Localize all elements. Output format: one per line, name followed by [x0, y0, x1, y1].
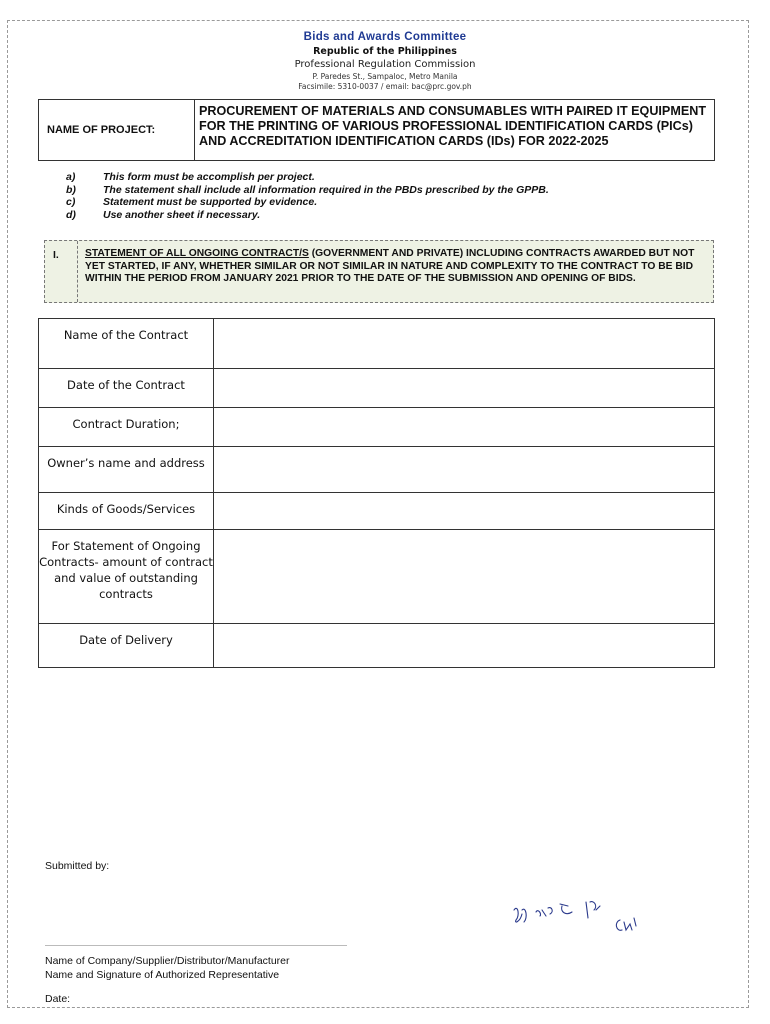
commission-line: Professional Regulation Commission [294, 59, 476, 70]
instruction-letter: a) [66, 171, 76, 183]
project-label: NAME OF PROJECT: [47, 124, 156, 136]
address-line: P. Paredes St., Sampaloc, Metro Manila [312, 72, 458, 81]
contact-line: Facsimile: 5310-0037 / email: bac@prc.gov.ph [298, 82, 472, 91]
republic-line: Republic of the Philippines [313, 46, 457, 57]
instruction-letter: b) [66, 183, 76, 196]
contract-table [38, 318, 715, 668]
row-value-field[interactable] [214, 530, 715, 624]
company-label: Name of Company/Supplier/Distributor/Manufacturer [45, 955, 290, 967]
instruction-item [66, 184, 549, 197]
row-label: Contract Duration; [39, 408, 214, 447]
instruction-item [66, 171, 549, 184]
row-value-field[interactable] [214, 447, 715, 493]
table-row [39, 624, 715, 668]
row-label: For Statement of Ongoing Contracts- amount of contract and value of outstanding contracts [39, 530, 214, 624]
instruction-letter: d) [66, 208, 76, 221]
table-row [39, 369, 715, 408]
project-divider [194, 100, 195, 160]
section-heading-box [44, 240, 714, 303]
row-value-field[interactable] [214, 408, 715, 447]
instruction-item [66, 209, 549, 222]
row-label: Kinds of Goods/Services [39, 493, 214, 530]
row-value-field[interactable] [214, 493, 715, 530]
section-heading-rest: (GOVERNMENT AND PRIVATE) INCLUDING CONTRACTS AWARDED BUT NOT YET STARTED, IF ANY, WHETHER SIMILAR OR NOT SIMILAR IN NATURE AND COMPLEXITY TO THE CONTRACT TO BE BID WITHIN THE PERIOD FROM JANUARY 2021 PRIOR TO THE DATE OF THE SUBMISSION AND OPENING OF BIDS. [85, 248, 695, 284]
instruction-text: Use another sheet if necessary. [103, 208, 261, 221]
instruction-text: The statement shall include all information required in the PBDs prescribed by the GPPB. [103, 183, 549, 196]
representative-label: Name and Signature of Authorized Representative [45, 969, 280, 981]
section-heading-underlined: STATEMENT OF ALL ONGOING CONTRACT/S [85, 248, 309, 259]
signature-line [45, 945, 347, 946]
instructions-list [66, 171, 549, 221]
table-row [39, 319, 715, 369]
row-label: Date of Delivery [39, 624, 214, 668]
project-name: PROCUREMENT OF MATERIALS AND CONSUMABLES WITH PAIRED IT EQUIPMENT FOR THE PRINTING OF VARIOUS PROFESSIONAL IDENTIFICATION CARDS (PICs) AND ACCREDITATION IDENTIFICATION CARDS (IDs) FOR 2022-2025 [199, 104, 707, 148]
date-label: Date: [45, 993, 71, 1005]
table-row [39, 408, 715, 447]
row-label: Owner’s name and address [39, 447, 214, 493]
row-value-field[interactable] [214, 624, 715, 668]
instruction-text: This form must be accomplish per project. [103, 171, 315, 183]
section-heading [85, 248, 710, 286]
table-row [39, 493, 715, 530]
instruction-item [66, 196, 549, 209]
table-row [39, 530, 715, 624]
instruction-letter: c) [66, 196, 76, 208]
project-box [38, 99, 715, 161]
handwritten-signature [508, 896, 648, 946]
row-value-field[interactable] [214, 319, 715, 369]
instruction-text: Statement must be supported by evidence. [103, 196, 318, 208]
row-label: Date of the Contract [39, 369, 214, 408]
submitted-by-label: Submitted by: [45, 860, 110, 872]
section-number: I. [53, 249, 59, 261]
table-row [39, 447, 715, 493]
row-label: Name of the Contract [39, 319, 214, 369]
section-divider [77, 241, 78, 302]
row-value-field[interactable] [214, 369, 715, 408]
committee-title: Bids and Awards Committee [303, 31, 467, 43]
